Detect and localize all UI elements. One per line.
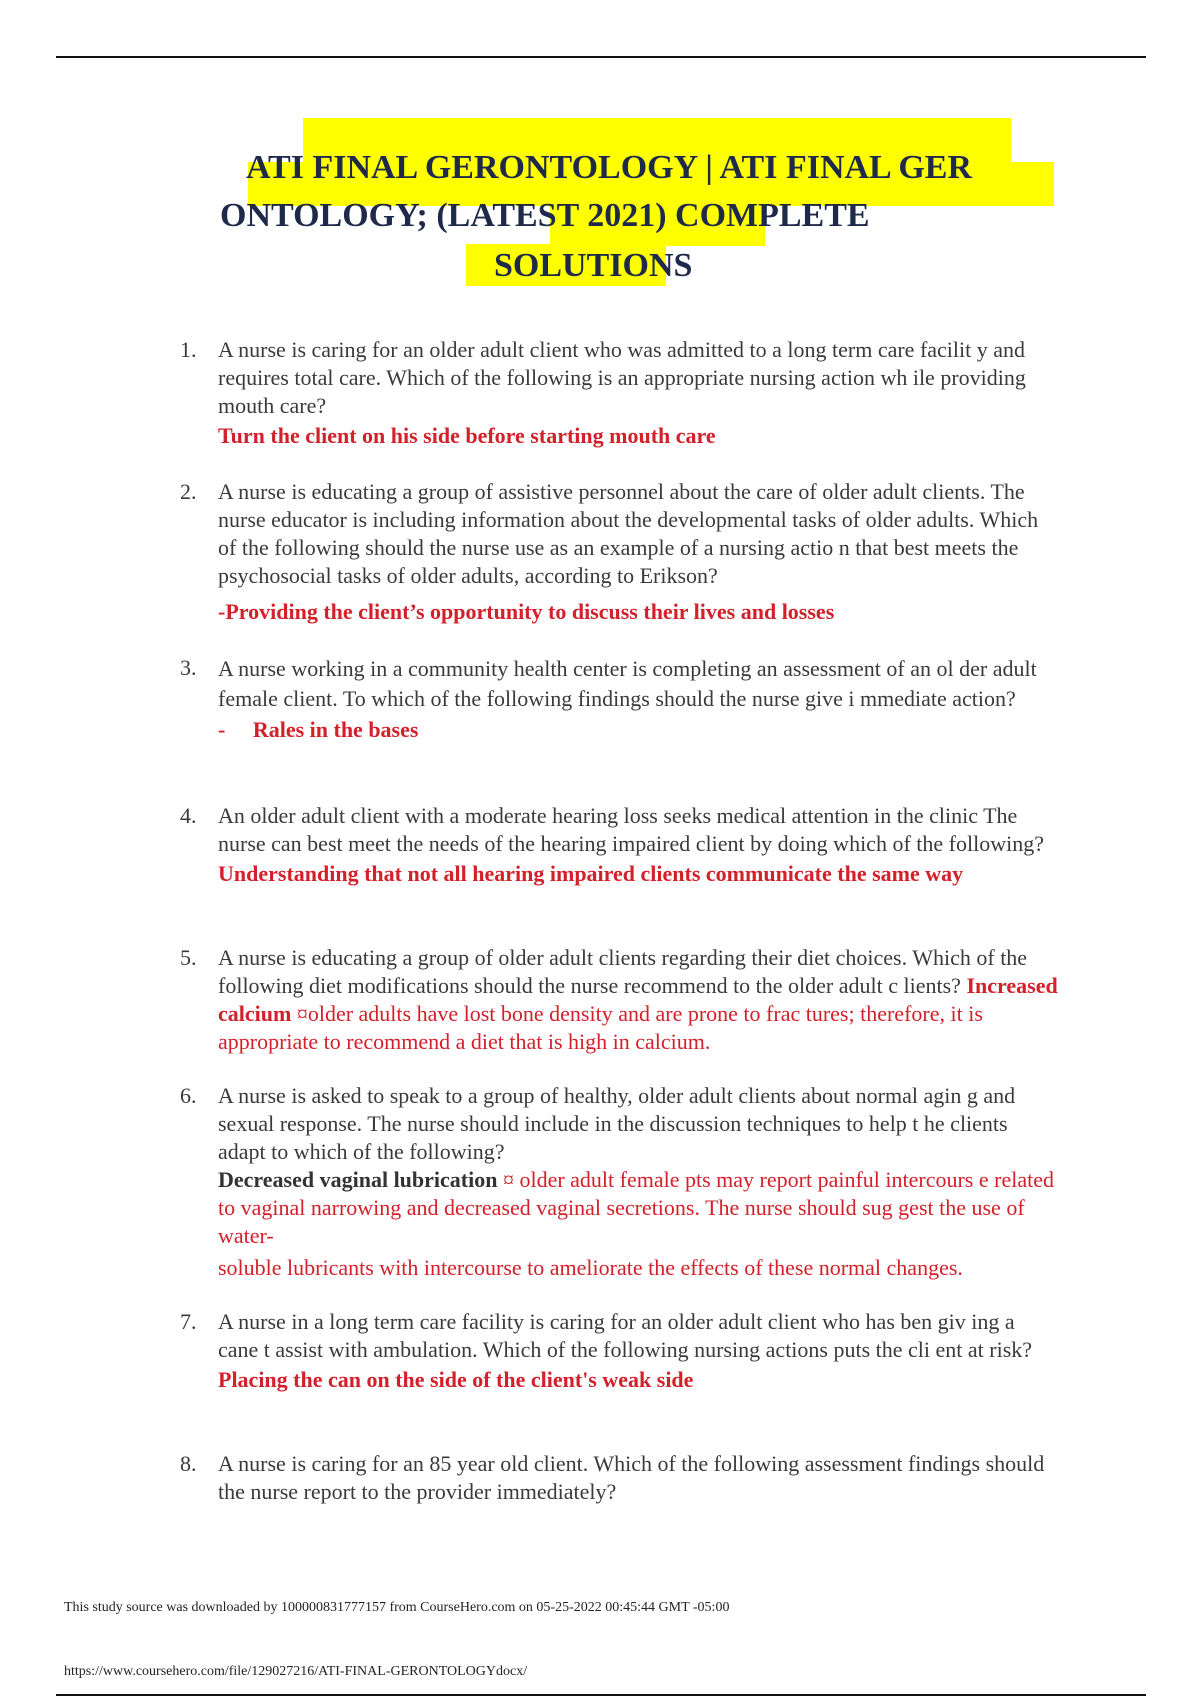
- document-title-line-1: ATI FINAL GERONTOLOGY | ATI FINAL GER: [246, 149, 973, 186]
- bottom-rule: [56, 1694, 1146, 1696]
- question-4: [180, 802, 1060, 888]
- question-3: [180, 654, 1060, 744]
- question-text: A nurse is educating a group of assistive personnel about the care of older adult clients. The nurse educator is including information about the developmental tasks of older adults. Which of the following should the nurse use as an example of a nursing actio n that best meets the psychosocial tasks of older adults, according to Erikson?: [218, 479, 1039, 588]
- question-number: 8.: [180, 1451, 197, 1476]
- answer-text: -Providing the client’s opportunity to discuss their lives and losses: [218, 599, 835, 624]
- question-5: [180, 944, 1060, 1056]
- answer-text: Placing the can on the side of the client's weak side: [218, 1367, 694, 1392]
- document-title-line-3: SOLUTIONS: [494, 247, 693, 284]
- question-number: 7.: [180, 1309, 197, 1334]
- question-number: 5.: [180, 945, 197, 970]
- question-number: 1.: [180, 337, 197, 362]
- answer-rationale: ¤ older adult female pts may report painful intercours e related to vaginal narrowing and decreased vaginal secretions. The nurse should sug gest the use of water-: [218, 1167, 1054, 1248]
- question-6: [180, 1082, 1060, 1282]
- question-text-body: A nurse is educating a group of older adult clients regarding their diet choices. Which of the following diet modifications should the nurse recommend to the older adult c lients?: [218, 945, 1028, 998]
- answer-text: Understanding that not all hearing impaired clients communicate the same way: [218, 861, 964, 886]
- answer-text: Turn the client on his side before starting mouth care: [218, 423, 716, 448]
- question-text: A nurse working in a community health center is completing an assessment of an ol der adult female client. To which of the following findings should the nurse give i mmediate action?: [218, 656, 1037, 711]
- answer-text: Increased calcium: [218, 973, 1058, 1026]
- question-text: [180, 944, 1060, 1056]
- question-text: A nurse is caring for an 85 year old client. Which of the following assessment findings should the nurse report to the provider immediately?: [218, 1451, 1045, 1504]
- question-7: [180, 1308, 1060, 1394]
- question-1: [180, 336, 1060, 450]
- question-text: A nurse in a long term care facility is caring for an older adult client who has ben giv ing a cane t assist with ambulation. Which of the following nursing actions puts the cli ent at risk?: [218, 1309, 1033, 1362]
- question-number: 6.: [180, 1083, 197, 1108]
- question-2: [180, 478, 1060, 626]
- top-rule: [56, 56, 1146, 58]
- answer-block: [180, 1166, 1060, 1250]
- answer-rationale: ¤older adults have lost bone density and are prone to frac tures; therefore, it is appropriate to recommend a diet that is high in calcium.: [218, 1001, 983, 1054]
- answer-rationale-continued: soluble lubricants with intercourse to ameliorate the effects of these normal changes.: [218, 1255, 963, 1280]
- answer-text: Decreased vaginal lubrication: [218, 1167, 498, 1192]
- answer-text: - Rales in the bases: [218, 717, 419, 742]
- question-number: 3.: [180, 655, 197, 680]
- question-number: 4.: [180, 803, 197, 828]
- question-8: [180, 1450, 1060, 1506]
- question-text: An older adult client with a moderate hearing loss seeks medical attention in the clinic The nurse can best meet the needs of the hearing impaired client by doing which of the following?: [218, 803, 1044, 856]
- download-note: This study source was downloaded by 100000831777157 from CourseHero.com on 05-25-2022 00:45:44 GMT -05:00: [64, 1600, 730, 1615]
- question-text: A nurse is asked to speak to a group of healthy, older adult clients about normal agin g and sexual response. The nurse should include in the discussion techniques to help t he clients adapt to which of the following?: [218, 1083, 1016, 1164]
- question-number: 2.: [180, 479, 197, 504]
- document-title-line-2: ONTOLOGY; (LATEST 2021) COMPLETE: [220, 197, 870, 234]
- question-text: A nurse is caring for an older adult client who was admitted to a long term care facilit y and requires total care. Which of the following is an appropriate nursing action wh ile providing mouth care?: [218, 337, 1026, 418]
- source-url[interactable]: https://www.coursehero.com/file/129027216/ATI-FINAL-GERONTOLOGYdocx/: [64, 1664, 528, 1679]
